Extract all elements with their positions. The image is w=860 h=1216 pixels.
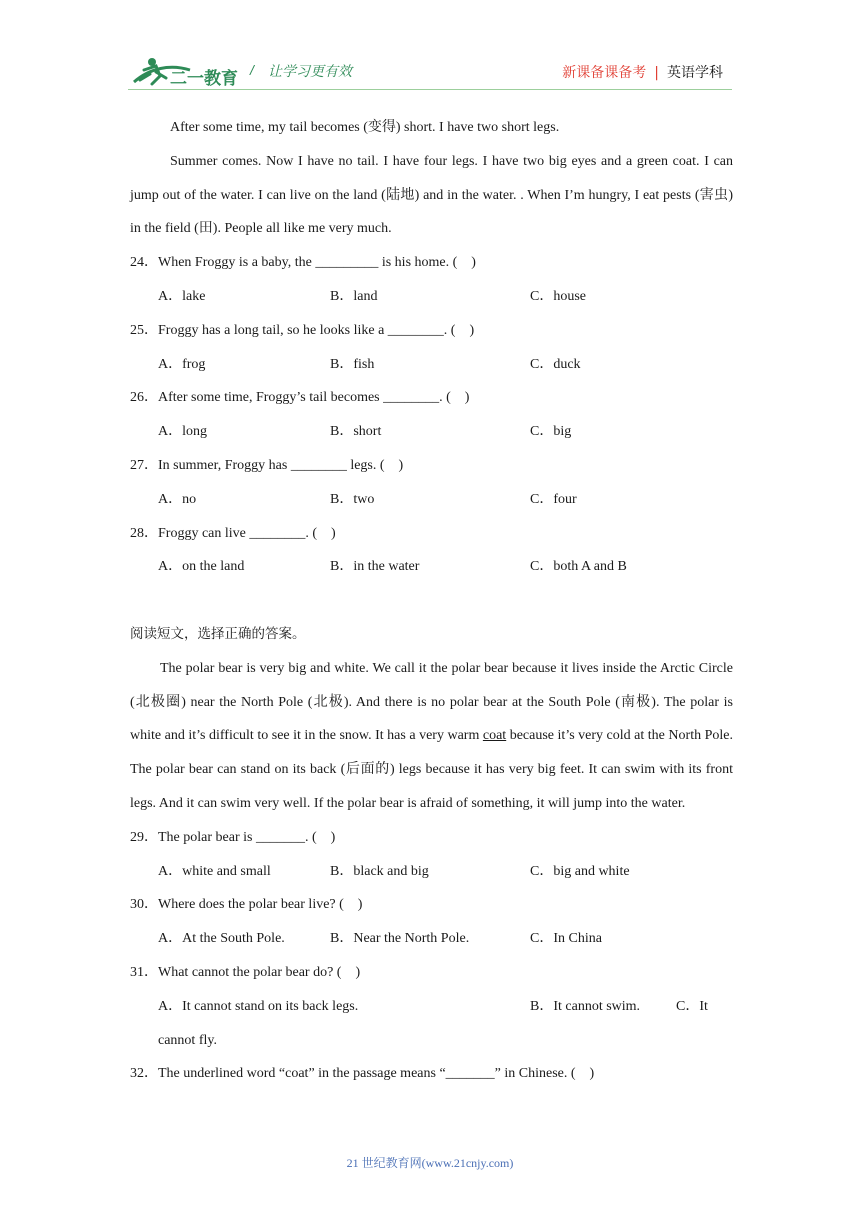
logo-text: 二一教育 (170, 69, 238, 89)
passage1-line-2: Summer comes. Now I have no tail. I have four legs. I have two big eyes and a green coat. I can jump out of the water. I can live on the land (陆地) and in the water. . When I’m hungry, I eat pests (害虫) in the field (田). People all like me very much. (130, 153, 733, 237)
header-right (562, 62, 723, 82)
header-slogan: 让学习更有效 (268, 64, 352, 80)
section2-instruction: 阅读短文，选择正确的答案。 (130, 625, 306, 642)
option-c: C．It (676, 998, 708, 1014)
options-31 (158, 990, 733, 1024)
option-b: B．Near the North Pole. (330, 931, 470, 947)
header-subject: 英语学科 (667, 65, 723, 81)
option-c: C．big and white (530, 863, 630, 879)
option-c: C．duck (530, 356, 581, 372)
option-b: B．black and big (330, 863, 429, 879)
option-a: A．no (158, 491, 197, 507)
option-a: A．long (158, 424, 207, 440)
page-header (0, 0, 860, 100)
question-26: 26．After some time, Froggy’s tail becomes ________. ( ) (130, 390, 470, 406)
document-body (130, 111, 733, 1091)
passage2-after: because it’s very cold at the North Pole. The polar bear can stand on its back (后面的) legs because it has very big feet. It can swim with its front legs. And it can swim very well. If the polar bear is afraid of something, it will jump into the water. (130, 728, 733, 811)
options-28 (158, 550, 733, 584)
passage2 (130, 652, 733, 821)
option-a: A．on the land (158, 559, 245, 575)
passage1-line-1: After some time, my tail becomes (变得) short. I have two short legs. (170, 120, 560, 135)
page-footer: 21 世纪教育网(www.21cnjy.com) (346, 1156, 514, 1170)
option-c: C．big (530, 424, 572, 440)
option-b: B．short (330, 424, 382, 440)
options-27 (158, 483, 733, 517)
option-a: A．frog (158, 356, 206, 372)
question-32: 32．The underlined word “coat” in the passage means “_______” in Chinese. ( ) (130, 1066, 595, 1082)
option-b: B．in the water (330, 559, 420, 575)
option-b: B．two (330, 491, 375, 507)
option-a: A．white and small (158, 863, 271, 879)
header-subtitle: 新课备课备考 (562, 65, 647, 81)
options-26 (158, 415, 733, 449)
question-29: 29．The polar bear is _______. ( ) (130, 829, 336, 845)
header-divider (128, 89, 732, 90)
option-c-continuation: cannot fly. (158, 1032, 217, 1048)
question-24: 24．When Froggy is a baby, the _________ is his home. ( ) (130, 255, 476, 271)
option-c: C．In China (530, 931, 602, 947)
header-separator: | (654, 65, 659, 81)
options-24 (158, 280, 733, 314)
option-c: C．both A and B (530, 559, 627, 575)
option-a: A．lake (158, 288, 206, 304)
option-c: C．house (530, 288, 586, 304)
question-30: 30．Where does the polar bear live? ( ) (130, 897, 363, 913)
option-b: B．It cannot swim. (530, 998, 641, 1014)
question-27: 27．In summer, Froggy has ________ legs. ( ) (130, 457, 404, 473)
passage2-before: The polar bear is very big and white. We call it the polar bear because it lives inside the Arctic Circle (北极圈) near the North Pole (北极). And there is no polar bear at the South Pole (南极). The polar is white and it’s difficult to see it in the snow. It has a very warm (130, 660, 733, 744)
question-28: 28．Froggy can live ________. ( ) (130, 525, 336, 541)
underlined-word: coat (482, 728, 507, 744)
option-a: A．At the South Pole. (158, 931, 285, 947)
option-c: C．four (530, 491, 577, 507)
question-31: 31．What cannot the polar bear do? ( ) (130, 964, 361, 980)
option-b: B．fish (330, 356, 375, 372)
options-30 (158, 922, 733, 956)
option-a: A．It cannot stand on its back legs. (158, 998, 359, 1014)
option-b: B．land (330, 288, 378, 304)
section-gap (130, 584, 733, 618)
logo-icon (130, 56, 248, 90)
header-slash: / (250, 62, 254, 78)
question-25: 25．Froggy has a long tail, so he looks like a ________. ( ) (130, 322, 475, 338)
options-29 (158, 855, 733, 889)
options-25 (158, 348, 733, 382)
